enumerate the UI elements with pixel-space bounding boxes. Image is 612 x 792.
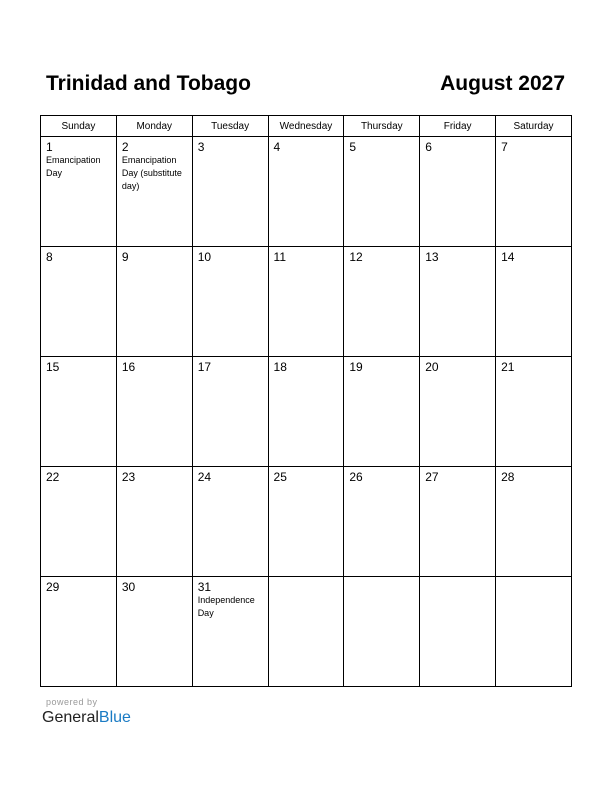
day-number: 11 [273,250,286,264]
day-cell [116,467,192,577]
day-cell [344,467,420,577]
day-number: 26 [349,470,363,484]
weekday-header: Wednesday [268,116,344,137]
day-cell [192,577,268,687]
day-cell [192,357,268,467]
day-cell [192,467,268,577]
day-number: 28 [501,470,515,484]
week-row [41,137,572,247]
day-cell [496,247,572,357]
day-cell [116,577,192,687]
holiday-label: Independence Day [197,595,255,618]
day-cell [41,577,117,687]
day-cell [420,137,496,247]
day-cell [41,137,117,247]
day-number: 29 [46,580,60,594]
day-number: 16 [121,360,136,374]
day-cell [116,247,192,357]
week-row [41,577,572,687]
day-number: 13 [425,250,439,264]
day-number: 6 [425,140,432,154]
day-number: 17 [197,360,212,374]
day-number: 9 [121,250,129,264]
day-cell [496,577,572,687]
day-number: 14 [501,250,515,264]
weekday-header: Sunday [41,116,117,137]
day-number: 10 [197,250,212,264]
generalblue-logo[interactable] [42,708,131,728]
day-cell [420,357,496,467]
week-row [41,357,572,467]
weekday-header: Tuesday [192,116,268,137]
day-cell [420,577,496,687]
day-cell [344,137,420,247]
day-cell [344,247,420,357]
month-year-title: August 2027 [440,72,565,95]
day-cell [268,247,344,357]
holiday-label: Emancipation Day [46,155,101,178]
weekday-header: Monday [116,116,192,137]
day-cell [268,467,344,577]
day-number: 12 [349,250,363,264]
day-cell [420,467,496,577]
calendar-grid [40,115,572,687]
day-cell [344,357,420,467]
day-number: 18 [273,360,287,374]
day-number: 21 [501,360,515,374]
day-cell [192,247,268,357]
day-cell [496,357,572,467]
day-cell [116,137,192,247]
day-cell [268,357,344,467]
day-number: 20 [425,360,439,374]
day-number: 25 [273,470,287,484]
day-number: 27 [425,470,439,484]
day-cell [116,357,192,467]
day-cell [41,357,117,467]
day-cell [41,247,117,357]
week-row [41,467,572,577]
holiday-label: Emancipation Day (substitute day) [121,155,182,191]
day-cell [496,467,572,577]
weekday-header: Saturday [496,116,572,137]
day-number: 7 [501,140,508,154]
day-number: 31 [197,580,212,594]
day-number: 19 [349,360,363,374]
weekday-header: Friday [420,116,496,137]
week-row [41,247,572,357]
day-number: 24 [197,470,212,484]
powered-by-text: powered by [46,697,98,707]
day-cell [192,137,268,247]
day-number: 15 [46,360,60,374]
day-number: 22 [46,470,60,484]
brand-blue: Blue [98,709,131,726]
day-cell [420,247,496,357]
weekday-header-row [41,116,572,137]
day-cell [41,467,117,577]
day-number: 8 [46,250,53,264]
day-number: 4 [273,140,281,154]
day-cell [344,577,420,687]
day-number: 1 [46,140,53,154]
country-title: Trinidad and Tobago [46,72,251,95]
day-number: 3 [197,140,205,154]
weekday-header: Thursday [344,116,420,137]
day-cell [496,137,572,247]
brand-general: General [42,709,99,726]
footer-branding [42,697,131,728]
day-number: 30 [121,580,136,594]
day-number: 23 [121,470,136,484]
day-cell [268,577,344,687]
day-number: 5 [349,140,357,154]
day-cell [268,137,344,247]
day-number: 2 [121,140,129,154]
